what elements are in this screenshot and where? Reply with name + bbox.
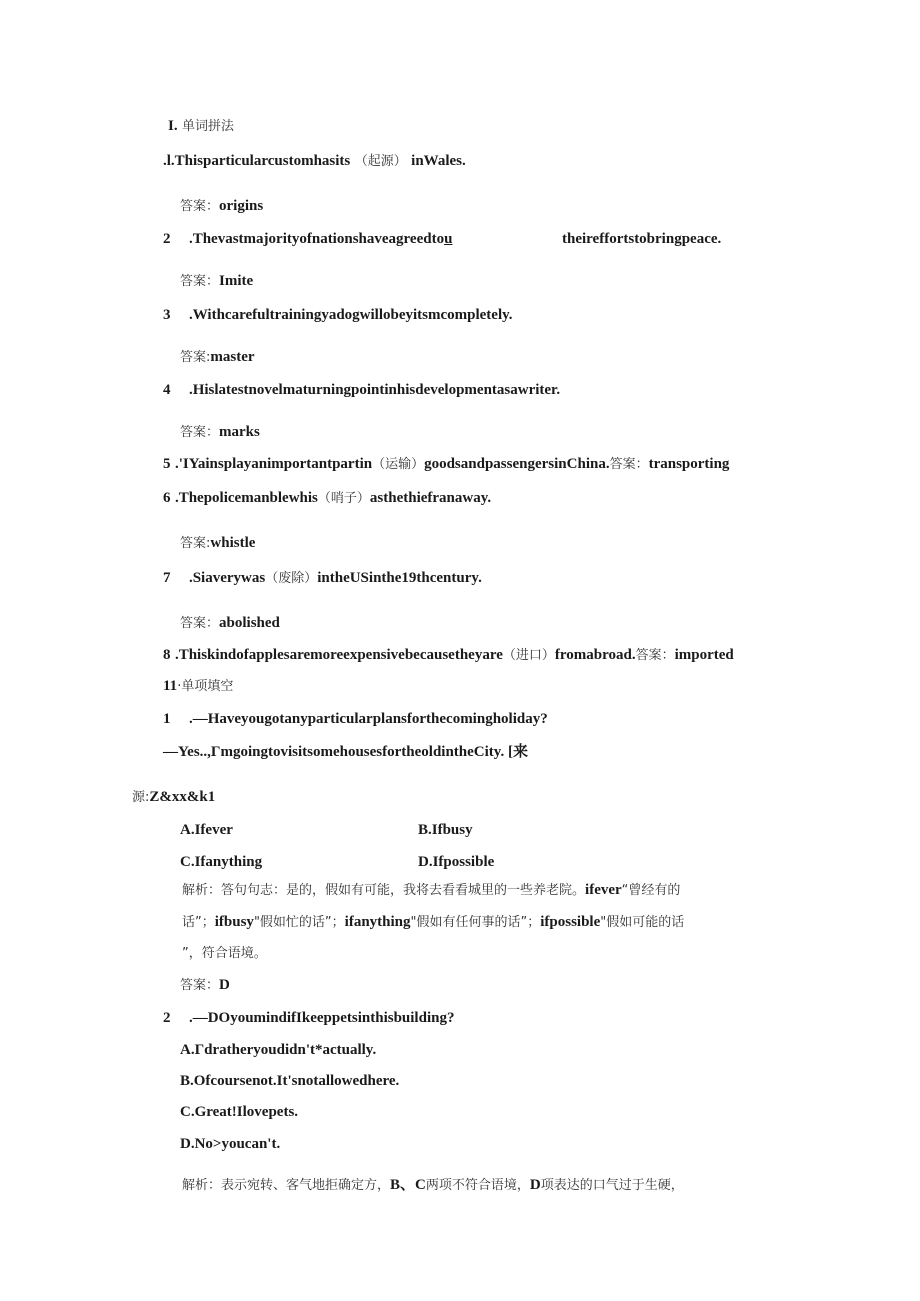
question-text: Thisparticularcustomhasits	[174, 153, 351, 169]
answer-1	[180, 196, 263, 217]
option-a: A.Ifever	[180, 822, 233, 838]
option-c: C.Ifanything	[180, 854, 263, 870]
question-2-tail	[562, 229, 721, 249]
option-b: B.Ifbusy	[418, 822, 473, 838]
answer-label: 答案：	[180, 274, 220, 289]
explanation-text: 表示宛转、客气地拒确定方，	[221, 1178, 391, 1193]
answer-label: 答案:	[180, 350, 211, 365]
blank-underline: u	[444, 231, 453, 247]
question-text: inWales.	[411, 153, 466, 169]
explanation-text: "假如忙的话”；	[253, 915, 345, 930]
question-text: intheUSinthe19thcentury.	[317, 570, 482, 586]
chinese-hint: （运输）	[372, 457, 425, 472]
explanation-text: 项表达的口气过于生硬，	[540, 1178, 684, 1193]
question-4	[163, 380, 560, 400]
explanation-text: 答句句志：是的，假如有可能，我将去看看城里的一些养老院。	[221, 883, 586, 898]
chinese-hint: （废除）	[265, 571, 318, 586]
explanation-line-1	[182, 880, 680, 901]
explanation-text: “曾经有的	[621, 883, 681, 898]
question-text: goodsandpassengersinChina.	[424, 456, 610, 472]
explanation-text: "假如可能的话	[600, 915, 685, 930]
answer-label: 答案：	[180, 199, 220, 214]
answer-value: imported	[674, 647, 734, 663]
answer-label: 答案：	[180, 616, 220, 631]
answer-label: 答案：	[180, 978, 220, 993]
answer-value: abolished	[219, 615, 280, 631]
question-text: .'IYainsplayanimportantpartin	[174, 456, 373, 472]
heading-number: I.	[168, 118, 178, 134]
answer-label: 答案：	[635, 648, 675, 663]
answer-value: transporting	[648, 456, 730, 472]
option-a: A.Γdratheryoudidn't*actually.	[180, 1042, 377, 1058]
explanation-text: 话”；	[182, 915, 215, 930]
section-heading	[168, 116, 234, 137]
explanation-term: ifpossible	[540, 914, 601, 930]
question-number: .l.	[163, 153, 175, 169]
question-7	[163, 568, 482, 589]
answer-6	[180, 533, 255, 554]
option-c: C.Great!Ilovepets.	[180, 1104, 299, 1120]
question-3	[163, 305, 513, 325]
explanation-line-3	[182, 943, 267, 964]
chinese-hint: （哨子）	[317, 491, 370, 506]
question-text: asthethiefranaway.	[369, 490, 492, 506]
heading-text: 单词拼法	[182, 119, 235, 134]
explanation-text: 两项不符合语境，	[425, 1178, 530, 1193]
question-number: 3	[163, 307, 171, 323]
source-label: 源:	[132, 790, 150, 805]
answer-value: origins	[219, 198, 264, 214]
explanation-term: ifanything	[344, 914, 411, 930]
question-number: 2	[163, 231, 171, 247]
explanation-label: 解析：	[182, 883, 222, 898]
reply-tail: . [来	[500, 744, 528, 760]
question-text: .—DOyoumindifIkeeppetsinthisbuilding?	[188, 1010, 455, 1026]
explanation-term: ifbusy	[214, 914, 254, 930]
answer-label: 答案：	[180, 425, 220, 440]
question-6	[163, 488, 491, 509]
explanation-line-2	[182, 912, 684, 933]
question-number: 6	[163, 490, 171, 506]
reply-city: City	[473, 744, 501, 760]
mcq-1-question	[163, 709, 548, 729]
explanation-term: ifever	[585, 882, 622, 898]
option-b: B.Ofcoursenot.It'snotallowedhere.	[180, 1073, 400, 1089]
question-number: 1	[163, 711, 171, 727]
mcq-1-answer	[180, 975, 230, 996]
answer-3	[180, 347, 255, 368]
question-text: .—Haveyougotanyparticularplansforthecomingholiday?	[188, 711, 548, 727]
question-text: .Thiskindofapplesaremoreexpensivebecausetheyare	[174, 647, 503, 663]
question-number: 4	[163, 382, 171, 398]
answer-label: 答案:	[180, 536, 211, 551]
section-heading-2	[163, 676, 233, 697]
question-5	[163, 454, 729, 475]
answer-4	[180, 422, 260, 443]
question-text: .Withcarefultrainingyadogwillobeyitsmcompletely.	[188, 307, 513, 323]
explanation-text: ”，符合语境。	[182, 946, 267, 961]
answer-value: Imite	[219, 273, 254, 289]
mcq-2-question	[163, 1008, 454, 1028]
chinese-hint: （进口）	[502, 648, 555, 663]
reply-text: —Yes..,Γmgoingtovisitsomehousesfortheoldinthe	[163, 744, 474, 760]
question-number: 7	[163, 570, 171, 586]
answer-value: master	[210, 349, 255, 365]
mcq-2-explanation	[182, 1175, 684, 1196]
question-8	[163, 645, 734, 666]
chinese-hint: （起源）	[354, 154, 407, 169]
answer-7	[180, 613, 280, 634]
explanation-label: 解析：	[182, 1178, 222, 1193]
answer-value: D	[219, 977, 230, 993]
question-number: 5	[163, 456, 171, 472]
question-text: .Siaverywas	[188, 570, 266, 586]
option-d: D.No>youcan't.	[180, 1136, 281, 1152]
answer-label: 答案：	[609, 457, 649, 472]
answer-value: marks	[219, 424, 260, 440]
answer-value: whistle	[210, 535, 256, 551]
heading-number: 11	[163, 678, 178, 694]
mcq-1-reply	[163, 742, 528, 762]
heading-text: ·单项填空	[177, 679, 234, 694]
question-text: .Hislatestnovelmaturningpointinhisdevelopmentasawriter.	[188, 382, 561, 398]
explanation-term: B、C	[390, 1177, 426, 1193]
explanation-term: D	[529, 1177, 541, 1193]
question-number: 2	[163, 1010, 171, 1026]
question-number: 8	[163, 647, 171, 663]
option-d: D.Ifpossible	[418, 854, 495, 870]
question-1	[163, 151, 466, 172]
question-text: theireffortstobringpeace.	[562, 231, 722, 247]
question-text: fromabroad.	[554, 647, 636, 663]
question-text: .Thepolicemanblewhis	[174, 490, 318, 506]
explanation-text: "假如有任何事的话”；	[410, 915, 541, 930]
mcq-1-source	[132, 787, 215, 808]
answer-2	[180, 271, 253, 292]
question-text: .Thevastmajorityofnationshaveagreedto	[188, 231, 445, 247]
source-value: Z&xx&k1	[149, 789, 216, 805]
question-2	[163, 229, 452, 249]
